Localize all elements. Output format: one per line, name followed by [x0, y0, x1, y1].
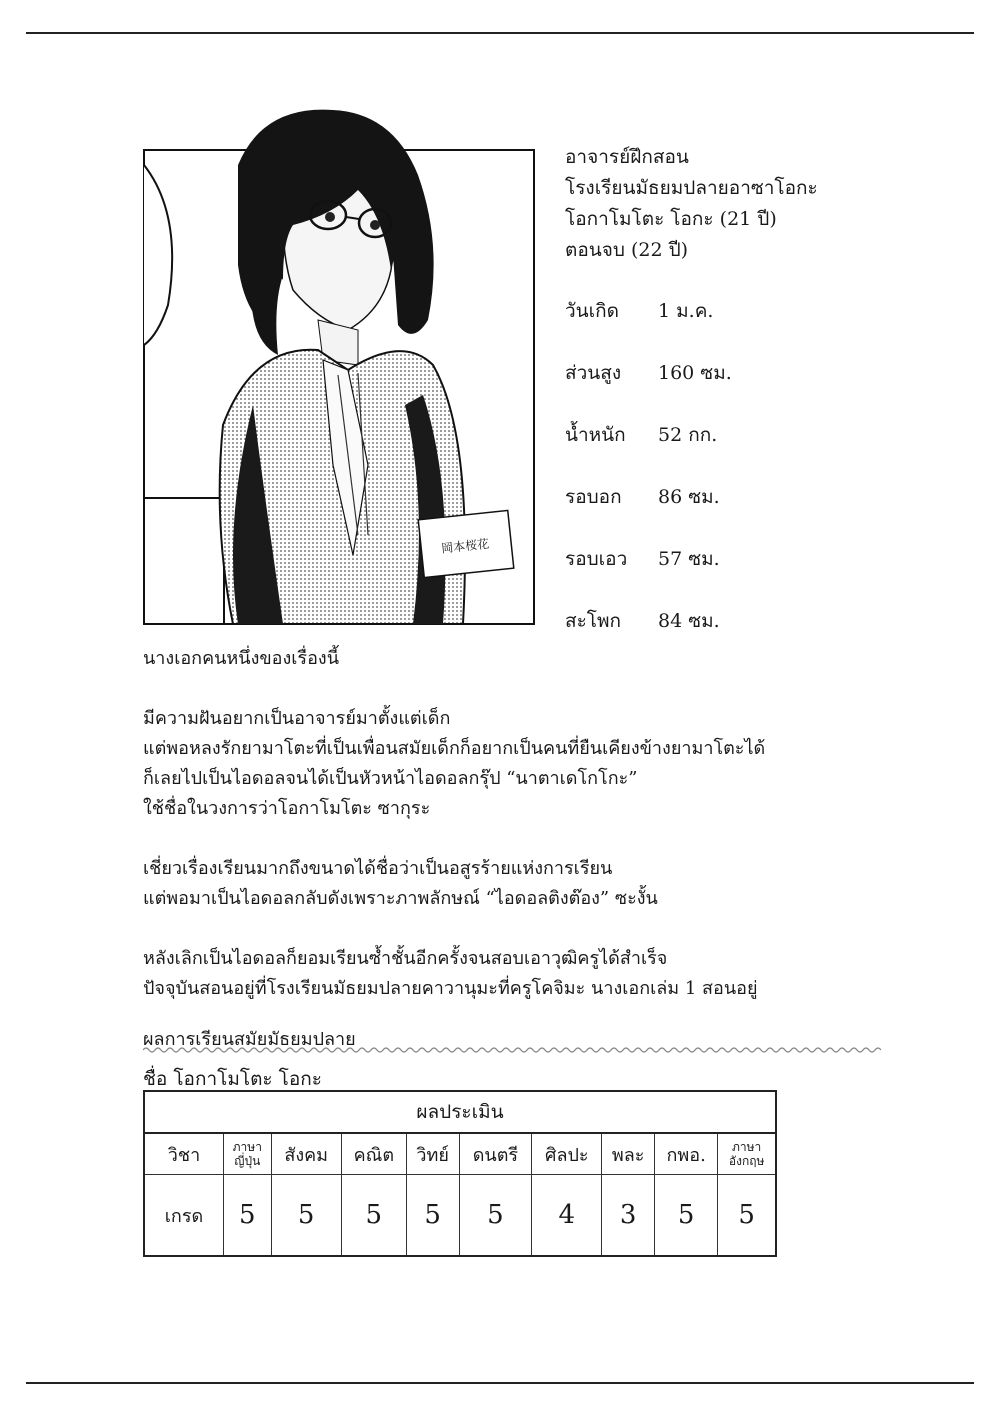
grade-label: เกรด	[144, 1175, 224, 1257]
subject-english: ภาษา อังกฤษ	[718, 1133, 776, 1175]
grade-cell: 4	[532, 1175, 602, 1257]
subject-art: ศิลปะ	[532, 1133, 602, 1175]
grade-cell: 5	[406, 1175, 459, 1257]
subject-japanese: ภาษา ญี่ปุ่น	[224, 1133, 272, 1175]
profile-end: ตอนจบ (22 ปี)	[565, 239, 689, 261]
top-rule	[26, 32, 974, 34]
student-name: ชื่อ โอกาโมโตะ โอกะ	[143, 1068, 322, 1090]
bio-paragraph-3: หลังเลิกเป็นไอดอลก็ยอมเรียนซ้ำชั้นอีกครั้งจนสอบเอาวุฒิครูได้สำเร็จ ปัจจุบันสอนอยู่ที่โรงเรียนมัธยมปลายคาวานุมะที่ครูโคจิมะ นางเอกเล่ม 1 สอนอยู่	[143, 948, 758, 999]
wavy-divider	[143, 1046, 881, 1054]
grades-section-title: ผลการเรียนสมัยมัธยมปลาย	[143, 1029, 356, 1050]
bio-paragraph-2: เชี่ยวเรื่องเรียนมากถึงขนาดได้ชื่อว่าเป็นอสูรร้ายแห่งการเรียน แต่พอมาเป็นไอดอลกลับดังเพราะภาพลักษณ์ “ไอดอลติงต๊อง” ซะงั้น	[143, 858, 658, 909]
biography	[143, 644, 903, 1034]
subject-math: คณิต	[341, 1133, 406, 1175]
subject-music: ดนตรี	[459, 1133, 532, 1175]
grade-cell: 3	[602, 1175, 655, 1257]
subject-pe: พละ	[602, 1133, 655, 1175]
profile-role: อาจารย์ฝึกสอน	[565, 146, 689, 168]
profile-header	[565, 142, 818, 266]
grade-cell: 5	[341, 1175, 406, 1257]
stat-weight: น้ำหนัก 52 กก.	[565, 424, 718, 446]
stat-height: ส่วนสูง 160 ซม.	[565, 362, 732, 384]
stat-waist: รอบเอว 57 ซม.	[565, 548, 720, 570]
grades-table	[143, 1090, 777, 1257]
grade-cell: 5	[655, 1175, 718, 1257]
bio-paragraph-1: มีความฝันอยากเป็นอาจารย์มาตั้งแต่เด็ก แต่พอหลงรักยามาโตะที่เป็นเพื่อนสมัยเด็กก็อยากเป็นคนที่ยืนเคียงข้างยามาโตะได้ ก็เลยไปเป็นไอดอลจนได้เป็นหัวหน้าไอดอลกรุ๊ป “นาตาเดโกโกะ” ใช้ชื่อในวงการว่าโอกาโมโตะ ซากุระ	[143, 708, 766, 819]
grades-row	[144, 1175, 776, 1257]
stat-birthday: วันเกิด 1 ม.ค.	[565, 300, 714, 322]
profile-name: โอกาโมโตะ โอกะ (21 ปี)	[565, 208, 777, 230]
subject-label: วิชา	[144, 1133, 224, 1175]
subjects-row	[144, 1133, 776, 1175]
badge-text: 岡本桜花	[440, 536, 490, 556]
subject-social: สังคม	[271, 1133, 341, 1175]
stat-bust: รอบอก 86 ซม.	[565, 486, 720, 508]
stat-hips: สะโพก 84 ซม.	[565, 610, 720, 632]
subject-science: วิทย์	[406, 1133, 459, 1175]
grade-cell: 5	[718, 1175, 776, 1257]
character-illustration	[143, 105, 538, 625]
grades-header: ผลประเมิน	[144, 1091, 776, 1133]
subject-home-ec: กพอ.	[655, 1133, 718, 1175]
grade-cell: 5	[271, 1175, 341, 1257]
bio-intro: นางเอกคนหนึ่งของเรื่องนี้	[143, 648, 339, 669]
grade-cell: 5	[459, 1175, 532, 1257]
grade-cell: 5	[224, 1175, 272, 1257]
profile-school: โรงเรียนมัธยมปลายอาซาโอกะ	[565, 177, 818, 199]
bottom-rule	[26, 1382, 974, 1384]
